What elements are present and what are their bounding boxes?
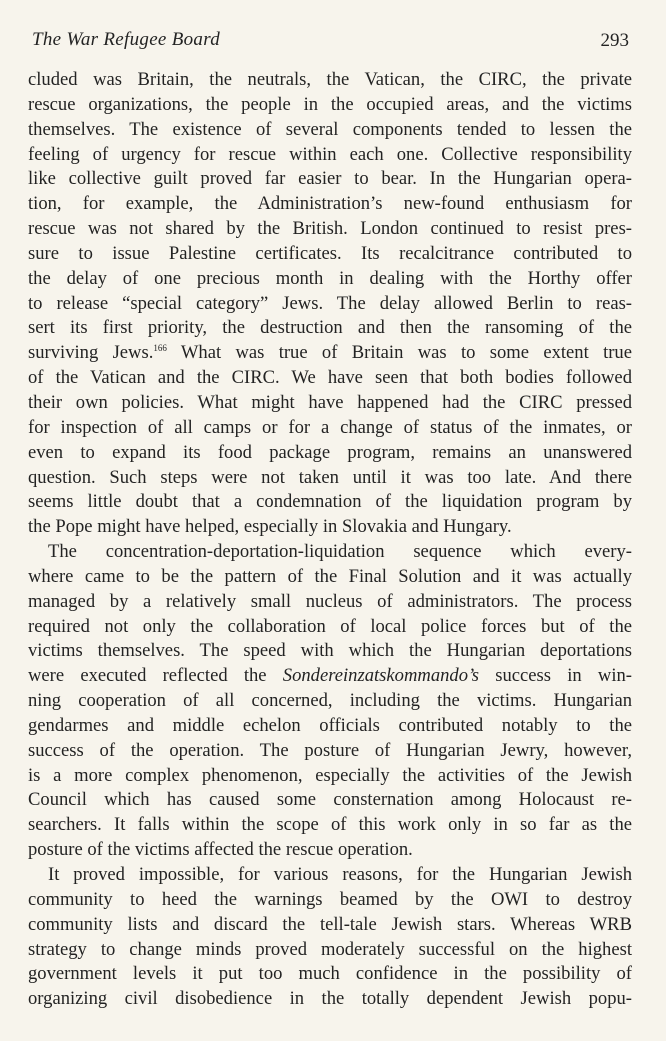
text-line: cluded was Britain, the neutrals, the Vatican, the CIRC, the private: [28, 69, 632, 90]
text-line: ning cooperation of all concerned, including the victims. Hungarian: [28, 690, 632, 712]
text-line: sert its first priority, the destruction and then the ransoming of the: [28, 317, 632, 339]
text-line: victims themselves. The speed with which the Hungarian deportations: [28, 640, 632, 662]
italic-term: Sondereinzatskommando’s: [282, 665, 480, 687]
text-line: community lists and discard the tell-tale Jewish stars. Whereas WRB: [28, 913, 632, 935]
text-line: sure to issue Palestine certificates. Its recalcitrance contributed to: [28, 242, 632, 264]
text-line: question. Such steps were not taken until it was too late. And there: [28, 466, 632, 488]
text-line: for inspection of all camps or for a change of status of the inmates, or: [28, 416, 632, 438]
text-line: rescue was not shared by the British. London continued to resist pres-: [28, 218, 632, 240]
paragraph: [28, 68, 632, 540]
text-line: their own policies. What might have happened had the CIRC pressed: [28, 391, 632, 413]
text-line: were executed reflected the Sondereinzatskommando’s success in win-: [28, 665, 632, 687]
text-line: strategy to change minds proved moderately successful on the highest: [28, 938, 632, 960]
page-number: 293: [600, 30, 629, 51]
text-line: like collective guilt proved far easier to bear. In the Hungarian opera-: [28, 168, 632, 190]
running-head: The War Refugee Board: [32, 29, 221, 50]
text-line: where came to be the pattern of the Final Solution and it was actually: [28, 565, 632, 587]
text-line: to release “special category” Jews. The delay allowed Berlin to reas-: [28, 292, 632, 314]
text-line: surviving Jews.$^{166}$ What was true of Britain was to some extent true: [28, 342, 632, 364]
text-line: seems little doubt that a condemnation of the liquidation program by: [28, 491, 632, 513]
text-line: community to heed the warnings beamed by the OWI to destroy: [28, 888, 632, 910]
text-line: searchers. It falls within the scope of this work only in so far as the: [28, 814, 632, 836]
text-line: the delay of one precious month in dealing with the Horthy offer: [28, 267, 632, 289]
text-line: even to expand its food package program, remains an unanswered: [28, 441, 632, 463]
text-line: rescue organizations, the people in the occupied areas, and the victims: [28, 93, 632, 115]
text-line: organizing civil disobedience in the totally dependent Jewish popu-: [28, 988, 632, 1010]
text-line: is a more complex phenomenon, especially the activities of the Jewish: [28, 764, 632, 786]
body-text: [28, 68, 632, 1012]
text-line: success of the operation. The posture of Hungarian Jewry, however,: [28, 739, 632, 761]
text-line: government levels it put too much confidence in the possibility of: [28, 963, 632, 985]
text-line: the Pope might have helped, especially in Slovakia and Hungary.: [28, 516, 512, 538]
paragraph: [28, 863, 632, 1012]
text-line: gendarmes and middle echelon officials contributed notably to the: [28, 714, 632, 736]
text-line: required not only the collaboration of local police forces but of the: [28, 615, 632, 637]
text-line: themselves. The existence of several components tended to lessen the: [28, 118, 632, 140]
text-line: managed by a relatively small nucleus of administrators. The process: [28, 590, 632, 612]
text-line: tion, for example, the Administration’s new-found enthusiasm for: [28, 193, 632, 215]
text-line: It proved impossible, for various reasons, for the Hungarian Jewish: [48, 864, 632, 885]
text-line: feeling of urgency for rescue within each one. Collective responsibility: [28, 143, 632, 165]
text-line: posture of the victims affected the rescue operation.: [28, 839, 413, 861]
text-line: of the Vatican and the CIRC. We have seen that both bodies followed: [28, 367, 632, 389]
text-line: Council which has caused some consternation among Holocaust re-: [28, 789, 632, 811]
text-line: The concentration-deportation-liquidation sequence which every-: [48, 541, 632, 563]
paragraph: [28, 540, 632, 863]
footnote-reference: 166: [153, 343, 167, 354]
